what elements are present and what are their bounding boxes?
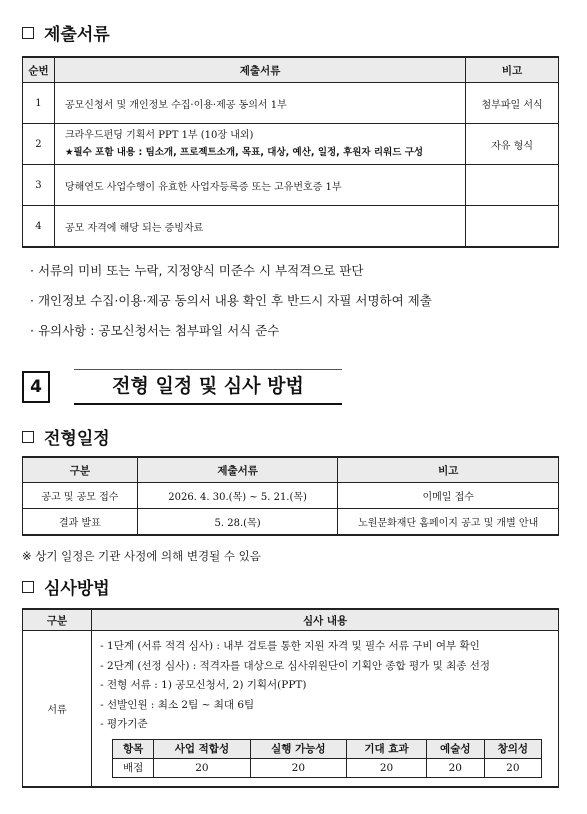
table-row [23, 165, 559, 206]
section-title: 제출서류 [44, 25, 110, 45]
review-item: - 전형 서류 : 1) 공모신청서, 2) 기획서(PPT) [100, 679, 307, 691]
col-header: 구분 [23, 609, 92, 631]
row-document: 공모 자격에 해당 되는 증빙자료 [54, 206, 465, 248]
chapter-number: 4 [22, 371, 50, 403]
schedule-table [22, 456, 559, 536]
row-document: 공모신청서 및 개인정보 수집·이용·제공 동의서 1부 [54, 83, 465, 124]
col-header: 비고 [338, 457, 559, 483]
row-number: 3 [23, 165, 55, 206]
row-number: 2 [23, 124, 55, 165]
review-item: - 선발인원 : 최소 2팀 ~ 최대 6팀 [100, 698, 255, 711]
schedule-date: 2026. 4. 30.(목) ~ 5. 21.(목) [137, 483, 338, 509]
col-header: 순번 [23, 57, 55, 83]
row-document: 당해연도 사업수행이 유효한 사업자등록증 또는 고유번호증 1부 [54, 165, 465, 206]
table-header-row [23, 57, 559, 83]
table-row [23, 83, 559, 124]
table-row [23, 509, 559, 536]
schedule-note: 이메일 접수 [338, 483, 559, 509]
row-note [466, 165, 559, 206]
schedule-note: 노원문화재단 홈페이지 공고 및 개별 안내 [338, 509, 559, 536]
schedule-footnote: ※ 상기 일정은 기관 사정에 의해 변경될 수 있음 [22, 549, 261, 563]
criteria-score: 20 [484, 758, 542, 777]
criteria-header: 실행 가능성 [250, 739, 346, 758]
review-item: - 1단계 (서류 적격 심사) : 내부 검토를 통한 지원 자격 및 필수 서류 구비 여부 확인 [100, 640, 480, 652]
section-heading-review [22, 574, 110, 599]
criteria-score-row [113, 758, 542, 777]
row-document-line: 크라우드펀딩 기획서 PPT 1부 (10장 내외) [64, 130, 254, 141]
criteria-header-row [113, 739, 542, 758]
chapter-title: 전형 일정 및 심사 방법 [74, 371, 342, 405]
schedule-type: 공고 및 공모 접수 [23, 483, 138, 509]
row-note: 첨부파일 서식 [466, 83, 559, 124]
col-header: 비고 [466, 57, 559, 83]
section-heading-submission [22, 20, 110, 45]
row-document [54, 124, 465, 165]
criteria-score: 배점 [113, 758, 154, 777]
review-row-label: 서류 [23, 631, 92, 787]
row-document-required: ★필수 포함 내용 : 팀소개, 프로젝트소개, 목표, 대상, 예산, 일정, 후원자 리워드 구성 [64, 147, 424, 158]
criteria-score: 20 [347, 758, 427, 777]
row-note [466, 206, 559, 248]
criteria-header: 사업 적합성 [154, 739, 250, 758]
col-header: 심사 내용 [92, 609, 559, 631]
criteria-header: 항목 [113, 739, 154, 758]
chapter-title-rule [74, 369, 342, 370]
checkbox-square-icon [22, 431, 34, 443]
schedule-type: 결과 발표 [23, 509, 138, 536]
table-header-row [23, 457, 559, 483]
criteria-score: 20 [427, 758, 485, 777]
criteria-header: 창의성 [484, 739, 542, 758]
criteria-table [112, 739, 542, 778]
checkbox-square-icon [22, 581, 34, 593]
section-title: 전형일정 [44, 429, 110, 449]
note-line: · 유의사항 : 공모신청서는 첨부파일 서식 준수 [30, 323, 280, 338]
table-row [23, 483, 559, 509]
criteria-score: 20 [154, 758, 250, 777]
table-header-row [23, 609, 559, 631]
review-content [92, 631, 559, 787]
criteria-header: 예술성 [427, 739, 485, 758]
table-row [23, 124, 559, 165]
review-item: - 평가기준 [100, 718, 148, 730]
table-row [23, 631, 559, 787]
row-number: 1 [23, 83, 55, 124]
review-table [22, 608, 559, 788]
col-header: 제출서류 [54, 57, 465, 83]
submission-table [22, 56, 559, 248]
row-number: 4 [23, 206, 55, 248]
section-title: 심사방법 [44, 579, 110, 599]
section-heading-schedule [22, 424, 110, 449]
review-item: - 2단계 (선정 심사) : 적격자를 대상으로 심사위원단이 기획안 종합 평가 및 최종 선정 [100, 659, 491, 672]
schedule-date: 5. 28.(목) [137, 509, 338, 536]
criteria-header: 기대 효과 [347, 739, 427, 758]
note-line: · 개인정보 수집·이용·제공 동의서 내용 확인 후 반드시 자필 서명하여 제출 [30, 293, 432, 308]
col-header: 제출서류 [137, 457, 338, 483]
row-note: 자유 형식 [466, 124, 559, 165]
table-row [23, 206, 559, 248]
checkbox-square-icon [22, 27, 34, 39]
criteria-score: 20 [250, 758, 346, 777]
col-header: 구분 [23, 457, 138, 483]
note-line: · 서류의 미비 또는 누락, 지정양식 미준수 시 부적격으로 판단 [30, 263, 364, 278]
